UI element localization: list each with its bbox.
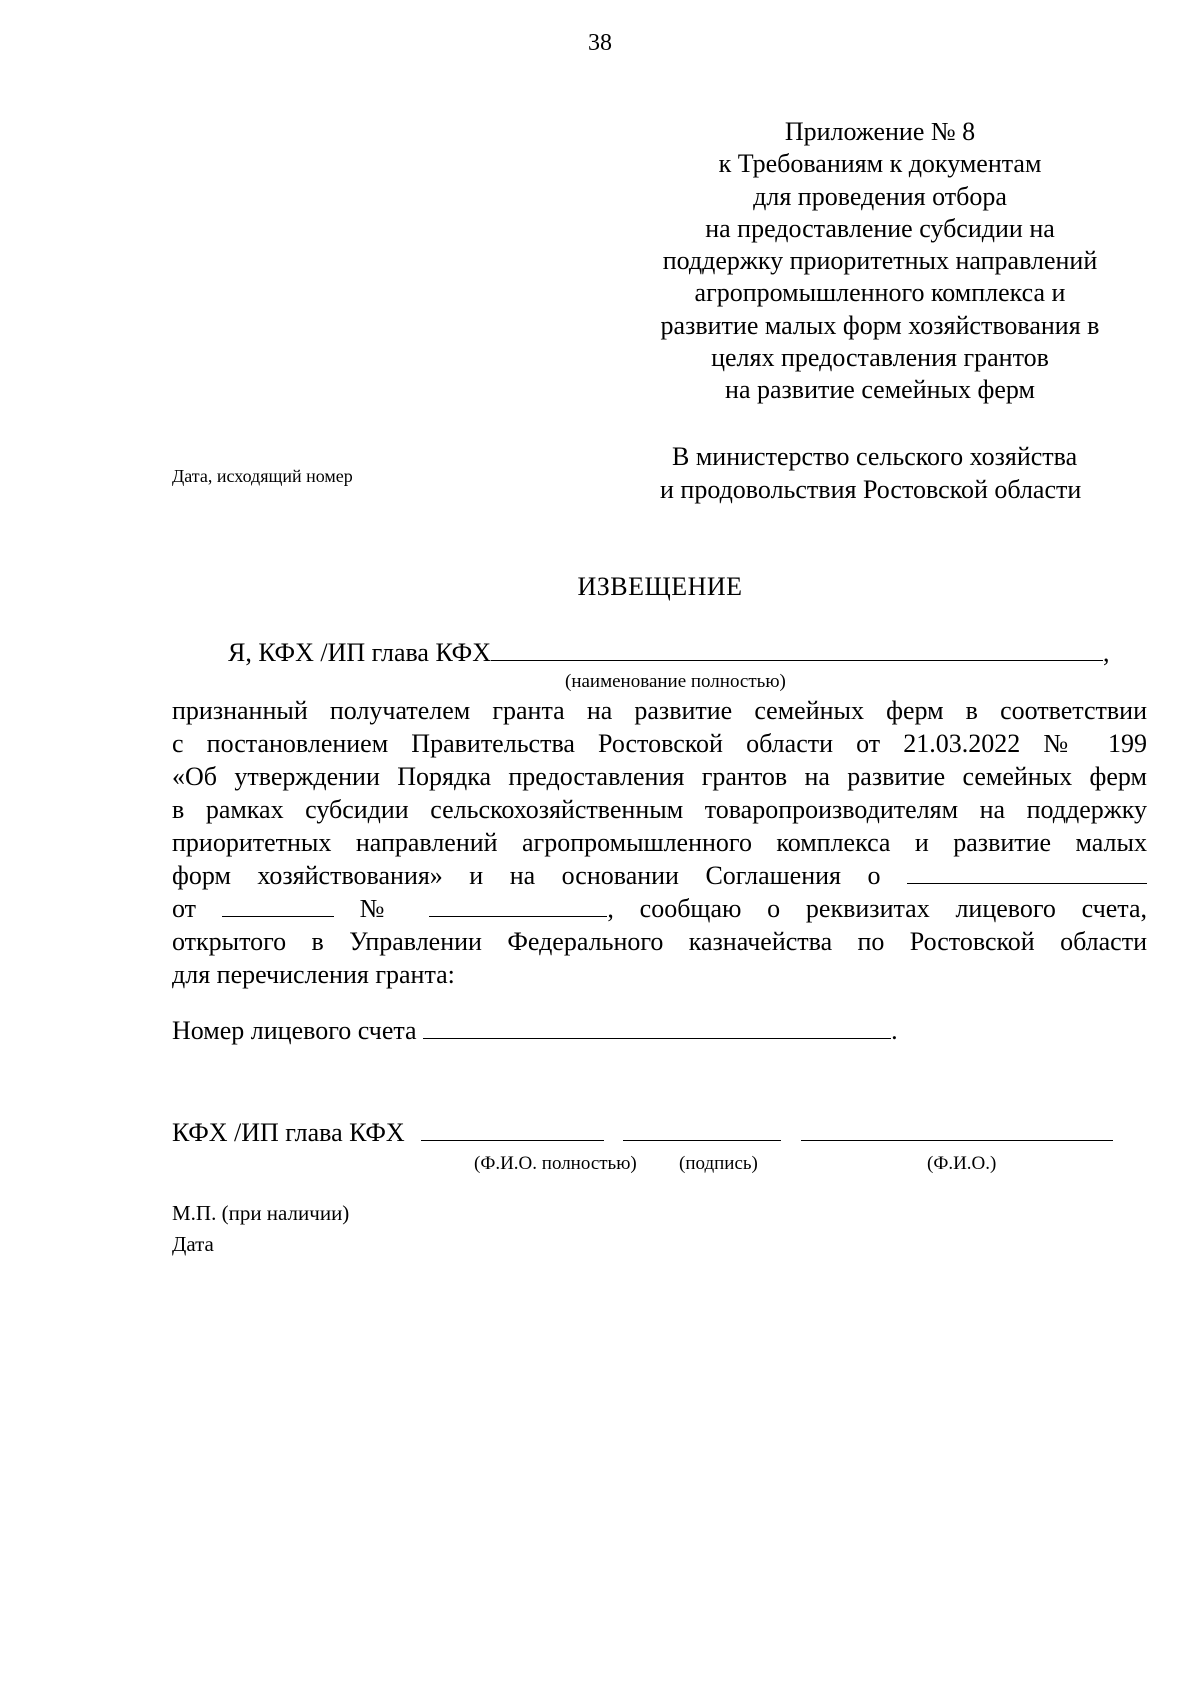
paragraph-line: «Об утверждении Порядка предоставления грантов на развитие семейных ферм: [172, 762, 1147, 791]
paragraph-line: для перечисления гранта:: [172, 960, 455, 989]
account-number-field[interactable]: [423, 1016, 891, 1039]
stamp-block: [172, 1198, 349, 1260]
paragraph-line-text: форм хозяйствования» и на основании Соглашения о: [172, 861, 881, 890]
paragraph-line-agreement: [172, 859, 1147, 892]
paragraph-line-text: , сообщаю о реквизитах лицевого счета,: [607, 894, 1148, 923]
addressee-line: В министерство сельского хозяйства: [672, 442, 1078, 471]
fullname-caption: (Ф.И.О. полностью): [474, 1153, 637, 1174]
from-label: от: [172, 894, 197, 923]
appendix-line: поддержку приоритетных направлений: [662, 246, 1098, 276]
document-title: ИЗВЕЩЕНИЕ: [577, 572, 743, 601]
addressee: [660, 440, 1130, 506]
appendix-line: агропромышленного комплекса и: [694, 278, 1066, 308]
paragraph-line: признанный получателем гранта на развитие семейных ферм в соответствии: [172, 696, 1147, 725]
appendix-line: целях предоставления грантов: [711, 343, 1049, 373]
appendix-line: на предоставление субсидии на: [705, 213, 1055, 243]
stamp-label: М.П. (при наличии): [172, 1201, 350, 1225]
paragraph-line: открытого в Управлении Федерального казначейства по Ростовской области: [172, 927, 1147, 956]
appendix-line: на развитие семейных ферм: [725, 375, 1035, 405]
addressee-line: и продовольствия Ростовской области: [660, 475, 1082, 504]
intro-line: [172, 638, 1147, 668]
agreement-blank-field[interactable]: [907, 861, 1147, 884]
paragraph-line: приоритетных направлений агропромышленного комплекса и развитие малых: [172, 828, 1147, 857]
short-name-field[interactable]: [801, 1118, 1113, 1141]
date-number-label: Дата, исходящий номер: [172, 466, 353, 486]
signature-label: КФХ /ИП глава КФХ: [172, 1118, 405, 1147]
signature-line: [172, 1118, 1147, 1148]
paragraph-line: в рамках субсидии сельскохозяйственным товаропроизводителям на поддержку: [172, 795, 1147, 824]
main-paragraph: [172, 694, 1147, 991]
paragraph-line-date-number: [172, 892, 1147, 925]
number-sign: №: [359, 894, 404, 923]
intro-lead: Я, КФХ /ИП глава КФХ: [228, 638, 491, 667]
date-label: Дата: [172, 1232, 214, 1256]
appendix-line: к Требованиям к документам: [718, 149, 1042, 179]
intro-trail: ,: [1102, 638, 1110, 667]
appendix-header: [620, 116, 1140, 407]
signature-field[interactable]: [623, 1118, 781, 1141]
account-label: Номер лицевого счета: [172, 1016, 417, 1045]
appendix-line: Приложение № 8: [784, 117, 976, 146]
appendix-line: развитие малых форм хозяйствования в: [660, 310, 1100, 340]
agreement-number-field[interactable]: [429, 894, 607, 917]
account-line: [172, 1016, 1147, 1046]
appendix-line: для проведения отбора: [753, 181, 1007, 211]
paragraph-line: с постановлением Правительства Ростовской области от 21.03.2022 № 199: [172, 729, 1147, 758]
fullname-field[interactable]: [421, 1118, 604, 1141]
name-caption: (наименование полностью): [565, 671, 786, 692]
account-trail: .: [891, 1016, 898, 1045]
short-name-caption: (Ф.И.О.): [927, 1153, 997, 1174]
signature-caption: (подпись): [679, 1153, 758, 1174]
agreement-date-field[interactable]: [222, 894, 334, 917]
page-number: 38: [588, 30, 612, 56]
name-blank-field[interactable]: [491, 638, 1103, 661]
